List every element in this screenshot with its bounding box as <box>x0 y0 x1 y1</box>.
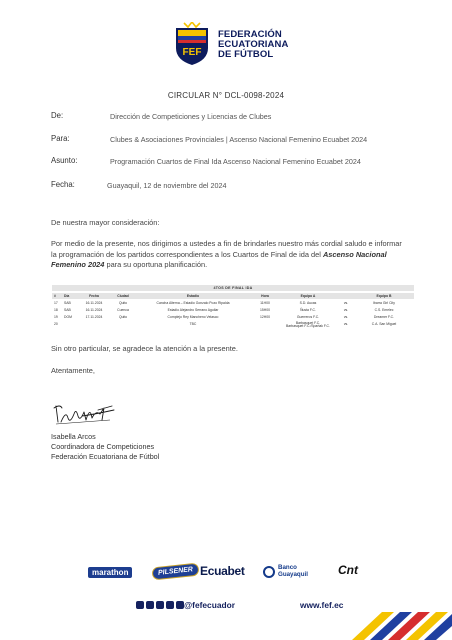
social-handle[interactable]: @fefecuador <box>184 600 235 610</box>
meta-asunto-value: Programación Cuartos de Final Ida Ascenso Nacional Femenino Ecuabet 2024 <box>110 157 361 166</box>
pilsener-logo: PILSENER <box>151 563 199 581</box>
fixtures-header-row <box>52 293 414 299</box>
cell-equipo-a: Ñusta F.C. <box>300 308 316 312</box>
body-paragraph <box>51 239 406 271</box>
competition-name: Ascenso Nacional Femenino 2024 <box>51 249 387 270</box>
flag-stripes-decoration <box>332 612 452 640</box>
cell-dia: SAB <box>64 308 71 312</box>
cell-vs: vs. <box>343 322 349 326</box>
cell-ciudad: Cuenca <box>117 308 129 312</box>
cell-equipo-b: C.S. Emelec <box>374 308 394 312</box>
meta-fecha-value: Guayaquil, 12 de noviembre del 2024 <box>107 181 227 190</box>
fixtures-title: 4TOS DE FINAL IDA <box>52 285 414 291</box>
header-hora: Hora <box>261 294 269 298</box>
cell-num: 20 <box>54 322 58 326</box>
cell-num: 19 <box>54 315 58 319</box>
cell-fecha: 17.11.2024 <box>85 315 103 319</box>
cell-equipo-b: C.A. San Miguel <box>371 322 397 326</box>
closing-line: Sin otro particular, se agradece la atención a la presente. <box>51 344 238 353</box>
table-row <box>52 314 414 320</box>
logo-letters: FEF <box>182 47 202 58</box>
signature-image <box>52 400 120 428</box>
signatory-name: Isabella Arcos <box>51 432 96 441</box>
header-ciudad: Ciudad <box>117 294 129 298</box>
table-row <box>52 321 414 329</box>
cell-estadio: Cancha Alterna – Estadio Gonzalo Pozo Ripalda <box>156 301 230 305</box>
cell-equipo-a <box>282 322 334 329</box>
meta-de-value: Dirección de Competiciones y Licencias de Clubes <box>110 112 272 121</box>
brand-line: DE FÚTBOL <box>218 49 274 60</box>
cell-vs: vs. <box>343 301 349 305</box>
youtube-icon[interactable] <box>176 601 184 609</box>
tiktok-icon[interactable] <box>146 601 154 609</box>
header-equipo-b: Equipo B <box>376 294 392 298</box>
equipo-a-line: Barbasquet F.C. <box>295 320 321 325</box>
cell-hora: 11H00 <box>260 301 270 305</box>
website-link[interactable]: www.fef.ec <box>300 600 344 610</box>
header-dia: Día <box>64 294 70 298</box>
table-row <box>52 300 414 306</box>
cell-fecha: 16.11.2024 <box>85 301 103 305</box>
fef-shield-logo <box>174 22 210 66</box>
cell-fecha: 16.11.2024 <box>85 308 103 312</box>
header-estadio: Estadio <box>186 294 200 298</box>
greeting: De nuestra mayor consideración: <box>51 218 160 227</box>
header-fecha: Fecha <box>89 294 99 298</box>
circular-title: CIRCULAR N° DCL-0098-2024 <box>167 91 285 100</box>
cell-ciudad: Quito <box>118 301 128 305</box>
marathon-logo: marathon <box>88 567 132 578</box>
cnt-logo: Cnt <box>338 563 358 577</box>
paragraph-end: para su oportuna planificación. <box>104 260 208 270</box>
cell-estadio: Complejo Rey Mancheno Velasco <box>167 315 219 319</box>
brand-line: ECUATORIANA <box>218 39 289 50</box>
cell-hora: 12H00 <box>260 315 270 319</box>
meta-para-value: Clubes & Asociaciones Provinciales | Ascenso Nacional Femenino Ecuabet 2024 <box>110 135 368 144</box>
cell-vs: vs. <box>343 315 349 319</box>
signatory-role: Coordinadora de Competiciones <box>51 442 155 452</box>
closing-salutation: Atentamente, <box>51 366 95 375</box>
signatory-block <box>51 432 159 463</box>
cell-dia: SAB <box>64 301 71 305</box>
cell-equipo-b: Ibarra Girl City <box>373 301 395 305</box>
banco-line: Guayaquil <box>278 570 308 578</box>
cell-estadio: Estadio Alejandro Serrano Aguilar <box>167 308 219 312</box>
paragraph-start: Por medio de la presente, nos dirigimos a ustedes a fin de brindarles nuestro más cordial saludo e informar la programación de los partidos correspondientes a los Cuartos de Final de ida del <box>51 239 402 259</box>
cell-equipo-b: Dreamer F.C. <box>373 315 395 319</box>
header-equipo-a: Equipo A <box>300 294 316 298</box>
instagram-icon[interactable] <box>136 601 144 609</box>
cell-equipo-a: S.D. Aucas <box>299 301 317 305</box>
banco-guayaquil-logo <box>278 565 308 579</box>
facebook-icon[interactable] <box>156 601 164 609</box>
signatory-org: Federación Ecuatoriana de Fútbol <box>51 452 160 462</box>
cell-ciudad: Quito <box>118 315 128 319</box>
sponsors-bar <box>0 560 452 586</box>
banco-line: Banco <box>278 564 297 571</box>
cell-vs: vs. <box>343 308 349 312</box>
brand-line: FEDERACIÓN <box>218 29 282 40</box>
table-row <box>52 307 414 313</box>
federation-name <box>218 30 288 60</box>
x-icon[interactable] <box>166 601 174 609</box>
meta-de-label: De: <box>51 111 64 120</box>
meta-asunto-label: Asunto: <box>51 156 78 165</box>
cell-estadio: TBC <box>189 322 197 326</box>
equipo-a-alt-line: Barbasquet F.C./Spartak F.C. <box>286 324 330 329</box>
cell-hora: 15H00 <box>260 308 270 312</box>
meta-para-label: Para: <box>51 134 70 143</box>
cell-dia: DOM <box>64 315 72 319</box>
ecuabet-logo: Ecuabet <box>200 564 245 578</box>
cell-num: 17 <box>54 301 58 305</box>
meta-fecha-label: Fecha: <box>51 180 75 189</box>
cell-equipo-a: Guerreros F.C. <box>296 315 320 319</box>
header-num: # <box>54 294 56 298</box>
cell-num: 18 <box>54 308 58 312</box>
banco-guayaquil-icon <box>263 566 275 578</box>
